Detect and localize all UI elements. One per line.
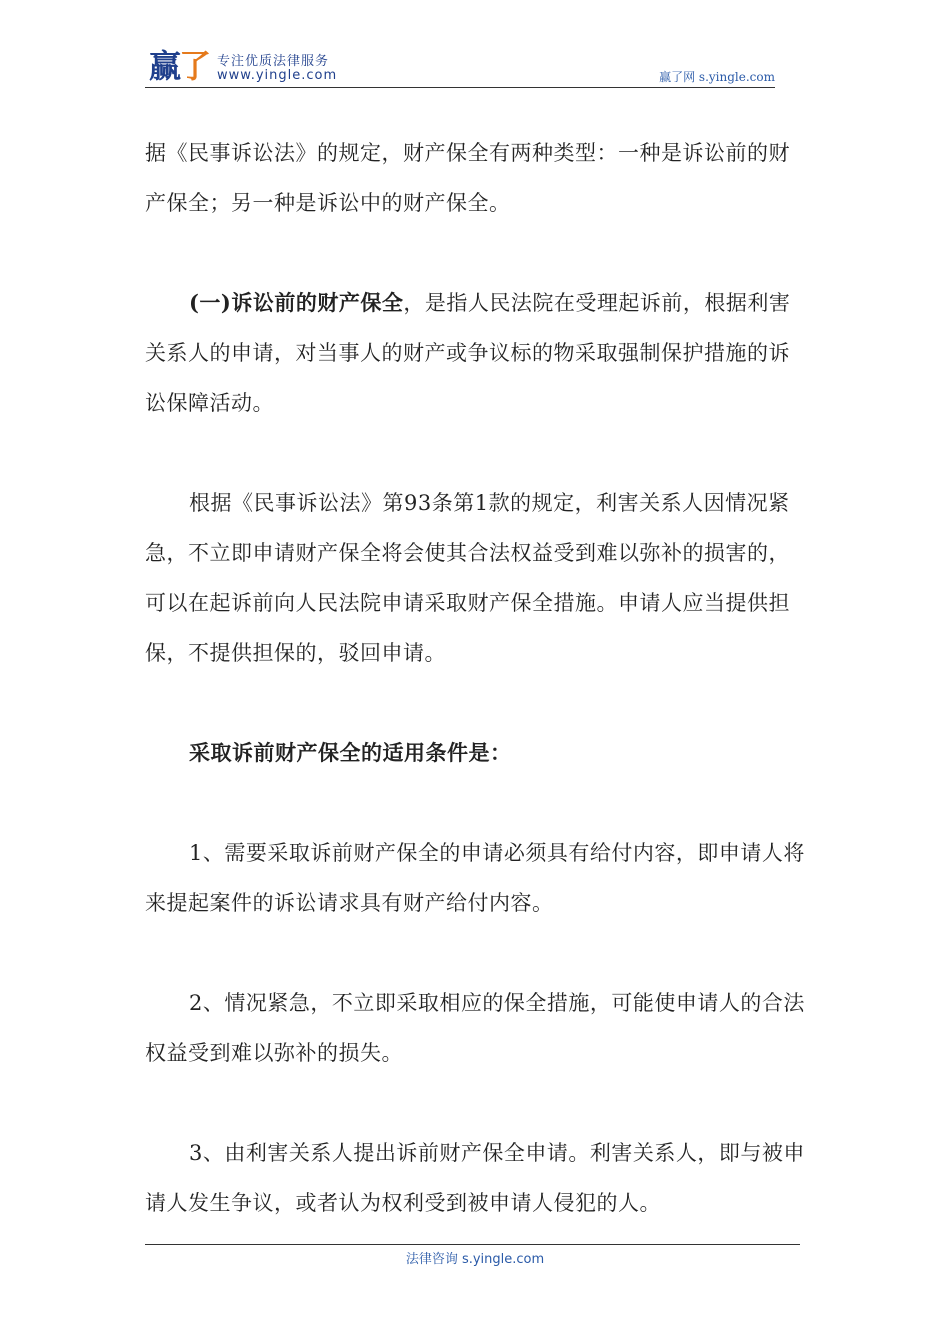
paragraph-1 xyxy=(145,128,805,228)
logo-url[interactable]: www.yingle.com xyxy=(217,68,338,83)
paragraph-text: 2、情况紧急，不立即采取相应的保全措施，可能使申请人的合法权益受到难以弥补的损失。 xyxy=(145,991,805,1065)
paragraph-7 xyxy=(145,1128,805,1228)
paragraph-text: ，是指人民法院在受理起诉前，根据利害关系人的申请，对当事人的财产或争议标的物采取强制保护措施的诉讼保障活动。 xyxy=(145,291,791,415)
logo-slogan: 专注优质法律服务 xyxy=(217,54,330,69)
paragraph-6 xyxy=(145,978,805,1078)
document-body xyxy=(145,128,805,1278)
paragraph-heading: 采取诉前财产保全的适用条件是： xyxy=(189,740,512,765)
paragraph-2 xyxy=(145,278,805,428)
logo-accent-char: 了 xyxy=(179,47,210,85)
paragraph-4 xyxy=(145,728,805,778)
yingle-logo[interactable] xyxy=(149,46,209,86)
paragraph-heading: (一)诉讼前的财产保全 xyxy=(189,290,404,315)
header-site-link[interactable]: 赢了网 s.yingle.com xyxy=(659,70,775,84)
paragraph-text: 1、需要采取诉前财产保全的申请必须具有给付内容，即申请人将来提起案件的诉讼请求具有财产给付内容。 xyxy=(145,841,805,915)
header-divider xyxy=(145,87,775,88)
footer-divider xyxy=(145,1244,800,1245)
paragraph-text: 根据《民事诉讼法》第93条第1款的规定，利害关系人因情况紧急，不立即申请财产保全将会使其合法权益受到难以弥补的损害的，可以在起诉前向人民法院申请采取财产保全措施。申请人应当提供担保，不提供担保的，驳回申请。 xyxy=(145,491,790,665)
logo-main-char: 赢 xyxy=(149,47,180,85)
paragraph-3 xyxy=(145,478,805,678)
page-header xyxy=(145,44,775,88)
footer-link[interactable]: 法律咨询 s.yingle.com xyxy=(405,1252,545,1267)
paragraph-text: 据《民事诉讼法》的规定，财产保全有两种类型：一种是诉讼前的财产保全；另一种是诉讼中的财产保全。 xyxy=(145,141,790,215)
paragraph-text: 3、由利害关系人提出诉前财产保全申请。利害关系人，即与被申请人发生争议，或者认为权利受到被申请人侵犯的人。 xyxy=(145,1141,805,1215)
paragraph-5 xyxy=(145,828,805,928)
